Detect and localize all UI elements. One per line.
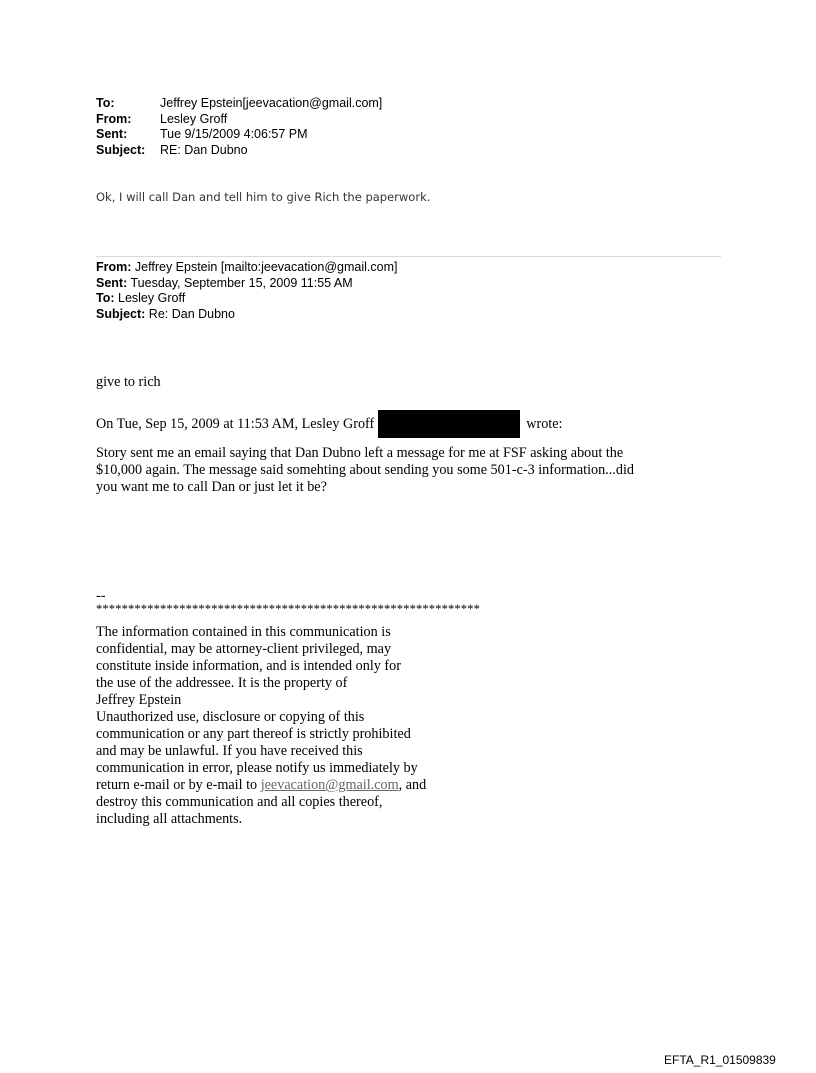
- document-id: EFTA_R1_01509839: [664, 1053, 776, 1067]
- header-from-value: Lesley Groff: [160, 111, 228, 126]
- forwarded-sent-row: [96, 276, 397, 292]
- forwarded-to-value: Lesley Groff: [118, 291, 186, 305]
- disclaimer-line: confidential, may be attorney-client privileged, may: [96, 641, 392, 657]
- header-subject-value: RE: Dan Dubno: [160, 142, 248, 157]
- disclaimer-line: communication or any part thereof is strictly prohibited: [96, 726, 411, 742]
- story-line: $10,000 again. The message said somehting about sending you some 501-c-3 information...did: [96, 462, 634, 478]
- forwarded-to-row: [96, 291, 397, 307]
- quote-intro: On Tue, Sep 15, 2009 at 11:53 AM, Lesley Groff: [96, 415, 375, 432]
- header-sent-value: Tue 9/15/2009 4:06:57 PM: [160, 127, 308, 141]
- header-to-value: Jeffrey Epstein[jeevacation@gmail.com]: [160, 96, 383, 110]
- header-sent-row: [96, 127, 382, 143]
- give-text: give to rich: [96, 374, 161, 390]
- disclaimer-line: including all attachments.: [96, 811, 243, 827]
- quote-wrote: wrote:: [526, 415, 563, 432]
- disclaimer-line: Jeffrey Epstein: [96, 692, 182, 708]
- disclaimer-email-suffix: , and: [398, 777, 427, 793]
- forwarded-from-label: From:: [96, 260, 132, 274]
- signature-stars: ************************************************************: [96, 602, 480, 616]
- redaction-box: [378, 410, 520, 438]
- forwarded-to-label: To:: [96, 291, 115, 305]
- divider: [96, 256, 721, 257]
- disclaimer-line: Unauthorized use, disclosure or copying of this: [96, 709, 365, 725]
- disclaimer-line: the use of the addressee. It is the property of: [96, 675, 348, 691]
- disclaimer-line: constitute inside information, and is intended only for: [96, 658, 401, 674]
- forwarded-subject-label: Subject:: [96, 306, 146, 321]
- forwarded-sent-label: Sent:: [96, 275, 128, 290]
- header-subject-row: [96, 143, 382, 159]
- email-header: [96, 96, 382, 158]
- disclaimer-line: communication in error, please notify us immediately by: [96, 760, 418, 776]
- header-subject-label: Subject:: [96, 142, 146, 157]
- forwarded-subject-value: Re: Dan Dubno: [148, 306, 235, 321]
- forwarded-header: [96, 260, 397, 322]
- forwarded-from-row: [96, 260, 397, 276]
- header-to-row: [96, 96, 382, 112]
- disclaimer-line: The information contained in this communication is: [96, 624, 391, 640]
- header-from-row: [96, 112, 382, 128]
- header-to-label: To:: [96, 96, 115, 110]
- disclaimer-email-line: [96, 777, 426, 794]
- forwarded-subject-row: [96, 307, 397, 323]
- header-from-label: From:: [96, 111, 132, 126]
- story-paragraph: [96, 445, 736, 496]
- header-sent-label: Sent:: [96, 127, 128, 141]
- disclaimer-line: and may be unlawful. If you have received this: [96, 743, 363, 759]
- disclaimer: [96, 624, 426, 828]
- disclaimer-email-prefix: return e-mail or by e-mail to: [96, 777, 261, 793]
- reply-text: Ok, I will call Dan and tell him to give Rich the paperwork.: [96, 190, 431, 204]
- story-line: Story sent me an email saying that Dan Dubno left a message for me at FSF asking about the: [96, 445, 624, 461]
- signature-dash: --: [96, 588, 106, 604]
- forwarded-sent-value: Tuesday, September 15, 2009 11:55 AM: [130, 275, 353, 290]
- quote-intro-line: [96, 410, 562, 438]
- disclaimer-email-link[interactable]: jeevacation@gmail.com: [260, 777, 399, 793]
- disclaimer-line: destroy this communication and all copies thereof,: [96, 794, 383, 810]
- story-line: you want me to call Dan or just let it be?: [96, 479, 327, 495]
- forwarded-from-value: Jeffrey Epstein [mailto:jeevacation@gmail.com]: [134, 260, 398, 274]
